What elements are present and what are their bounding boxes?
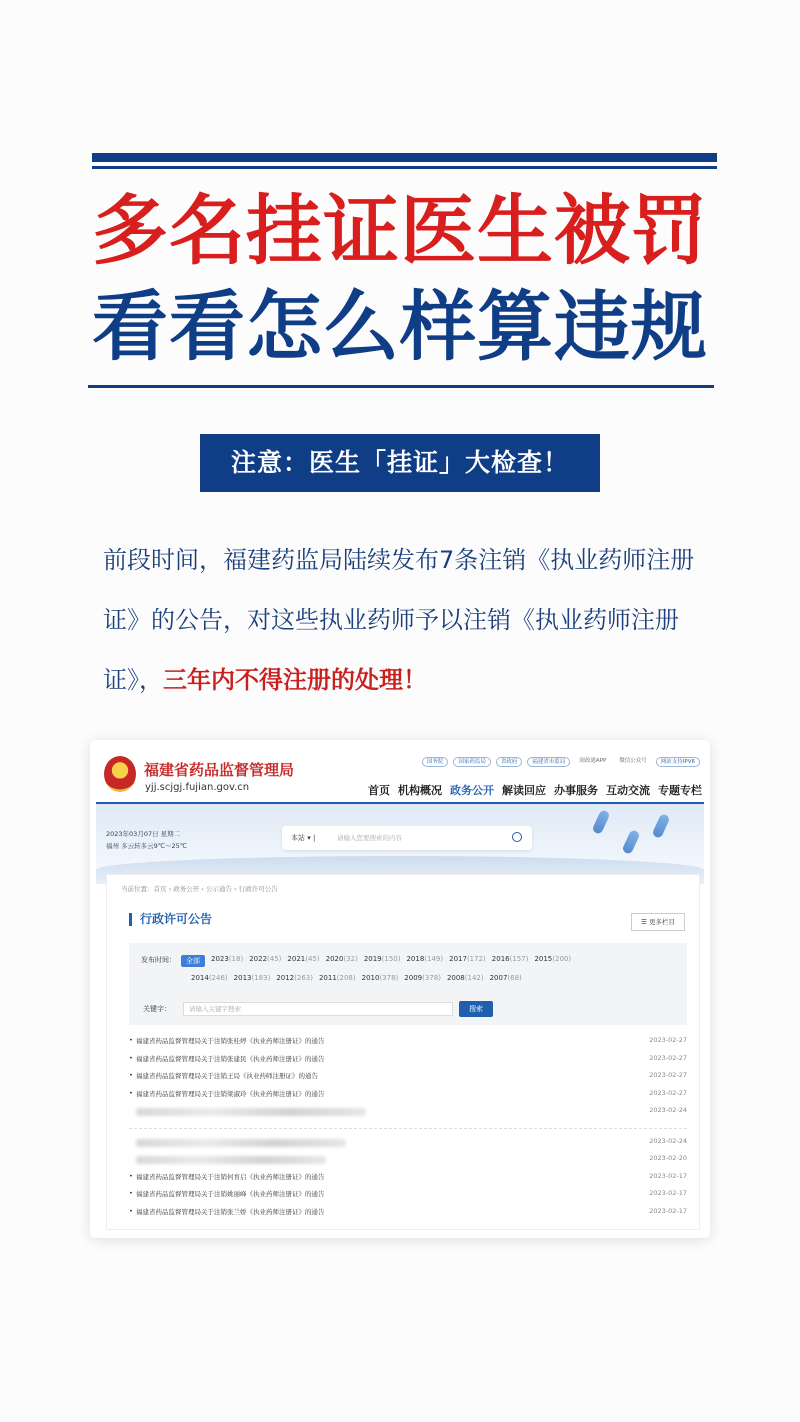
year-count: (149) [424,955,444,963]
list-item-title[interactable]: • 福建省药品监督管理局关于注销张兰娇《执业药师注册证》的通告 [136,1207,325,1216]
current-date: 2023年03月07日 星期二 [106,830,181,838]
year-filter-2011[interactable] [319,974,356,982]
year-filter-2022[interactable] [249,955,281,967]
capsule-icon [621,829,640,855]
year-filter-2020[interactable] [326,955,358,967]
year-label: 2021 [287,955,306,963]
list-item-date: 2023-02-24 [649,1136,687,1145]
year-filter-2009[interactable] [404,974,441,982]
year-filter-2008[interactable] [447,974,484,982]
nav-item-interpretation[interactable]: 解读回应 [502,784,546,797]
nav-item-interaction[interactable]: 互动交流 [606,784,650,797]
list-item[interactable] [129,1169,687,1187]
year-filter-2016[interactable] [492,955,529,967]
year-filter-2017[interactable] [449,955,486,967]
year-count: (32) [343,955,358,963]
year-filter-2014[interactable] [191,974,228,982]
bottom-rule [88,385,714,388]
list-item-date: 2023-02-17 [649,1171,687,1180]
list-item-date: 2023-02-27 [649,1088,687,1097]
section-title: 行政许可公告 [129,913,212,926]
list-item[interactable] [129,1033,687,1051]
more-columns-button[interactable]: ☰ 更多栏目 [631,913,685,931]
year-label: 2017 [449,955,467,963]
top-link[interactable]: 微信公众号 [619,758,647,764]
list-divider [129,1128,687,1129]
year-label: 2022 [249,955,268,963]
top-links [422,757,700,767]
list-item[interactable] [129,1134,687,1152]
top-thin-rule [92,166,717,169]
year-label: 2012 [276,974,295,982]
search-icon[interactable] [512,832,522,842]
filter-label: 发布时间： [141,956,176,964]
list-item[interactable] [129,1186,687,1204]
year-label: 2013 [233,974,252,982]
paragraph-line-3 [103,664,723,696]
keyword-label: 关键字： [143,1005,171,1013]
site-banner [96,804,704,884]
year-count: (200) [552,955,572,963]
headline-line-2: 看看怎么样算违规 [92,282,708,371]
year-filter-2007[interactable] [490,974,522,982]
filter-panel [129,943,687,1025]
site-name: 福建省药品监督管理局 [144,761,295,779]
year-label: 2007 [489,974,508,982]
redacted-title [136,1108,366,1116]
year-count: (208) [336,974,356,982]
year-count: (142) [464,974,484,982]
year-label: 2023 [211,955,229,963]
list-item-date: 2023-02-17 [649,1189,687,1197]
year-filter-row-2 [191,974,522,982]
top-link[interactable]: 网站支持IPV6 [656,757,700,767]
capsule-icon [651,813,670,839]
list-item-title[interactable]: • 福建省药品监督管理局关于注销王局《执业药师注册证》的通告 [136,1071,318,1080]
headline-line-1: 多名挂证医生被罚 [92,186,708,275]
year-filter-2013[interactable] [234,974,271,982]
paragraph-line-2: 证》的公告，对这些执业药师予以注销《执业药师注册 [103,606,679,634]
paragraph-highlight: 三年内不得注册的处理！ [163,666,427,694]
nav-item-gov-affairs[interactable]: 政务公开 [450,782,494,804]
top-link[interactable]: 闽政通APP [579,758,607,764]
year-filter-row-1 [181,955,571,967]
year-label: 2019 [363,955,382,963]
website-screenshot-card [90,740,710,1238]
nav-item-services[interactable]: 办事服务 [554,784,598,797]
year-count: (246) [208,974,228,982]
site-url: yjj.scjgj.fujian.gov.cn [145,782,250,793]
list-item[interactable] [129,1103,687,1121]
site-header [90,740,710,802]
search-input[interactable]: 请输入您要搜索的内容 [337,834,402,842]
capsule-icon [591,809,610,835]
year-count: (45) [267,955,282,963]
weather: 福州 多云转多云9℃～25℃ [106,842,188,850]
list-item-date: 2023-02-24 [649,1106,687,1114]
nav-item-home[interactable]: 首页 [368,784,390,797]
top-link[interactable]: 国务院 [422,757,449,767]
notice-banner: 注意：医生「挂证」大检查！ [200,434,600,492]
national-emblem-icon [104,756,136,792]
list-item[interactable] [129,1068,687,1086]
keyword-input[interactable]: 请输入关键字搜索 [183,1002,453,1016]
year-count: (150) [381,955,401,963]
year-label: 2020 [325,955,344,963]
year-label: 2018 [406,955,425,963]
redacted-title [136,1156,326,1164]
top-link[interactable]: 国家药监局 [453,757,491,767]
list-item[interactable] [129,1204,687,1222]
list-item-title[interactable]: • 福建省药品监督管理局关于注销张建民《执业药师注册证》的通告 [136,1054,325,1063]
date-weather [106,828,187,852]
year-filter-all[interactable]: 全部 [181,955,205,967]
list-item-title[interactable]: • 福建省药品监督管理局关于注销张桂婷《执业药师注册证》的通告 [136,1036,325,1045]
year-filter-2018[interactable] [406,955,443,967]
year-count: (378) [422,974,441,982]
top-thick-rule [92,153,717,162]
content-panel [106,874,700,1230]
main-nav [368,782,702,804]
list-item-date: 2023-02-27 [649,1053,687,1062]
year-filter-2023[interactable] [211,955,243,967]
year-count: (68) [507,974,522,982]
year-filter-2021[interactable] [287,955,319,967]
list-item-title[interactable]: • 福建省药品监督管理局关于注销何育启《执业药师注册证》的通告 [136,1172,325,1181]
paragraph-line-3-start: 证》， [103,666,163,694]
list-item-date: 2023-02-17 [649,1206,687,1215]
list-item-date: 2023-02-27 [649,1036,687,1044]
year-label: 2009 [404,974,423,982]
list-item[interactable] [129,1086,687,1104]
paragraph-line-1: 前段时间，福建药监局陆续发布7条注销《执业药师注册 [103,546,695,574]
year-label: 2010 [361,974,380,982]
year-label: 2014 [191,974,209,982]
year-count: (183) [251,974,271,982]
year-count: (172) [466,955,486,963]
year-label: 2011 [318,974,337,982]
search-scope-select[interactable]: 本站 ▾ | [291,834,316,842]
list-item[interactable] [129,1051,687,1069]
breadcrumb: 当前位置：首页 › 政务公开 › 公示通告 › 行政许可公告 [121,885,278,893]
year-count: (18) [228,955,244,963]
year-filter-2015[interactable] [534,955,571,967]
year-label: 2016 [491,955,510,963]
list-item-date: 2023-02-27 [649,1071,687,1079]
nav-item-topics[interactable]: 专题专栏 [658,784,702,797]
year-label: 2008 [446,974,465,982]
list-item-date: 2023-02-20 [649,1154,687,1162]
year-count: (157) [509,955,529,963]
year-label: 2015 [534,955,553,963]
list-item[interactable] [129,1151,687,1169]
top-link[interactable]: 福建省市监局 [527,757,570,767]
year-filter-2012[interactable] [276,974,313,982]
year-count: (263) [294,974,313,982]
year-count: (45) [305,955,320,963]
year-filter-2010[interactable] [362,974,399,982]
keyword-search-button[interactable]: 搜索 [459,1001,493,1017]
notice-list [129,1033,687,1221]
site-search-box[interactable] [282,826,532,850]
top-link[interactable]: 省政府 [496,757,523,767]
year-count: (378) [379,974,399,982]
list-item-title[interactable]: • 福建省药品监督管理局关于注销姚丽峰《执业药师注册证》的通告 [136,1189,325,1198]
redacted-title [136,1139,346,1147]
year-filter-2019[interactable] [364,955,401,967]
nav-item-about[interactable]: 机构概况 [398,784,442,797]
list-item-title[interactable]: • 福建省药品监督管理局关于注销梁淑玲《执业药师注册证》的通告 [136,1089,325,1098]
